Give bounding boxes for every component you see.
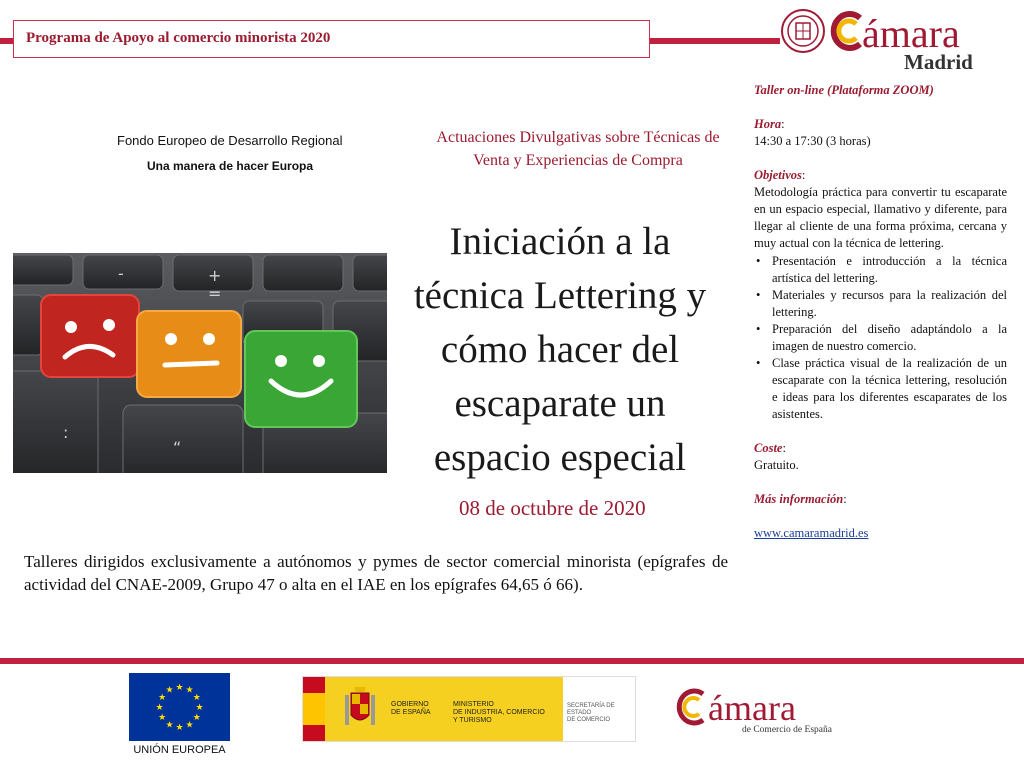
camara-wordmark: ámara xyxy=(708,688,796,728)
svg-text:“: “ xyxy=(173,438,182,457)
camara-wordmark: ámara xyxy=(862,11,960,56)
coste-value: Gratuito. xyxy=(754,458,799,472)
camara-espana-subtitle: de Comercio de España xyxy=(742,725,832,735)
objetivos-label: Objetivos xyxy=(754,168,802,182)
objetivo-item: • Clase práctica visual de la realización de un escaparate con la técnica lettering, resolución e ideas para los diferentes escaparates de los asistentes. xyxy=(754,355,1007,423)
header-rule-right xyxy=(650,38,780,44)
hora-value: 14:30 a 17:30 (3 horas) xyxy=(754,134,871,148)
program-banner xyxy=(13,20,650,58)
camara-madrid-logo xyxy=(780,4,1015,74)
gobierno-espana-logo xyxy=(302,676,636,742)
objetivo-item: • Materiales y recursos para la realización del lettering. xyxy=(754,287,1007,321)
svg-text:★: ★ xyxy=(165,685,174,696)
camara-c-mark-icon xyxy=(676,687,706,727)
taller-format-label: Taller on-line (Plataforma ZOOM) xyxy=(754,83,934,97)
gobierno-text: GOBIERNO DE ESPAÑA xyxy=(391,701,431,716)
svg-text:★: ★ xyxy=(158,693,167,703)
svg-text:★: ★ xyxy=(158,713,167,723)
event-series-subheading: Actuaciones Divulgativas sobre Técnicas de Venta y Experiencias de Compra xyxy=(436,129,720,169)
spain-flag-stripe-icon xyxy=(303,677,325,741)
svg-text:★: ★ xyxy=(192,713,201,723)
event-date: 08 de octubre de 2020 xyxy=(459,496,646,520)
keyboard-illustration xyxy=(13,253,387,473)
svg-text:+: + xyxy=(208,266,222,285)
objetivo-item: • Presentación e introducción a la técnica artística del lettering. xyxy=(754,253,1007,287)
eu-flag-icon xyxy=(129,673,230,741)
program-title: Programa de Apoyo al comercio minorista xyxy=(26,30,301,46)
svg-text:★: ★ xyxy=(175,723,184,733)
camara-seal-icon xyxy=(780,8,826,54)
spain-coat-of-arms-icon xyxy=(339,685,381,733)
coste-label: Coste xyxy=(754,441,783,455)
svg-text:★: ★ xyxy=(185,720,194,731)
feder-title: Fondo Europeo de Desarrollo Regional xyxy=(117,133,343,148)
keyboard-smiley-photo xyxy=(13,253,387,473)
camara-espana-logo xyxy=(676,683,856,743)
svg-text:★: ★ xyxy=(185,685,194,696)
camara-website-link[interactable]: www.camaramadrid.es xyxy=(754,526,869,540)
hora-label: Hora xyxy=(754,117,782,131)
program-year: 2020 xyxy=(300,30,331,46)
workshop-title: Iniciación a la técnica Lettering y cómo hacer del escaparate un espacio especial xyxy=(413,220,707,479)
info-label: Más información xyxy=(754,492,844,506)
objetivos-list xyxy=(754,253,1007,423)
svg-text:-: - xyxy=(118,264,124,283)
camara-c-mark-icon xyxy=(830,10,864,52)
eu-label: UNIÓN EUROPEA xyxy=(133,744,226,756)
svg-text:★: ★ xyxy=(155,703,164,713)
camara-city: Madrid xyxy=(904,50,973,74)
eligibility-description: Talleres dirigidos exclusivamente a autónomos y pymes de sector comercial minorista (epígrafes de actividad del CNAE-2009, Grupo 47 o alta en el IAE en los epígrafes 64,65 ó 66). xyxy=(24,552,728,594)
footer-rule xyxy=(0,658,1024,664)
header-rule-left xyxy=(0,38,13,44)
details-sidebar: Taller on-line (Plataforma ZOOM) Hora: 14:30 a 17:30 (3 horas) Objetivos: Metodología práctica para convertir tu escaparate en un espacio especial, llamativo y diferente, para llegar al cliente de una forma próxima, cercana y muy actual con la técnica de lettering. • Presentación e introducción a la técnica artística del lettering. • Materiales y recursos para la realización del lettering. • Preparación del diseño adaptándolo a la imagen de nuestro comercio. • Clase práctica visual de la realización de un escaparate con la técnica lettering, resolución e ideas para los diferentes escaparates de los asistentes. Coste: Gratuito. Más información: www.camaramadrid.es xyxy=(754,82,1007,542)
svg-text:★: ★ xyxy=(175,683,184,693)
secretaria-text: SECRETARÍA DE ESTADO DE COMERCIO xyxy=(567,703,615,723)
svg-text:=: = xyxy=(208,284,222,303)
svg-text::: : xyxy=(63,423,69,442)
svg-text:★: ★ xyxy=(165,720,174,731)
objetivo-item: • Preparación del diseño adaptándolo a la imagen de nuestro comercio. xyxy=(754,321,1007,355)
ministerio-text: MINISTERIO DE INDUSTRIA, COMERCIO Y TURISMO xyxy=(453,701,545,724)
svg-text:★: ★ xyxy=(195,703,204,713)
objetivos-text: Metodología práctica para convertir tu escaparate en un espacio especial, llamativo y diferente, para llegar al cliente de una forma próxima, cercana y muy actual con la técnica de lettering. xyxy=(754,185,1007,250)
feder-tagline: Una manera de hacer Europa xyxy=(147,159,314,173)
svg-text:★: ★ xyxy=(192,693,201,703)
